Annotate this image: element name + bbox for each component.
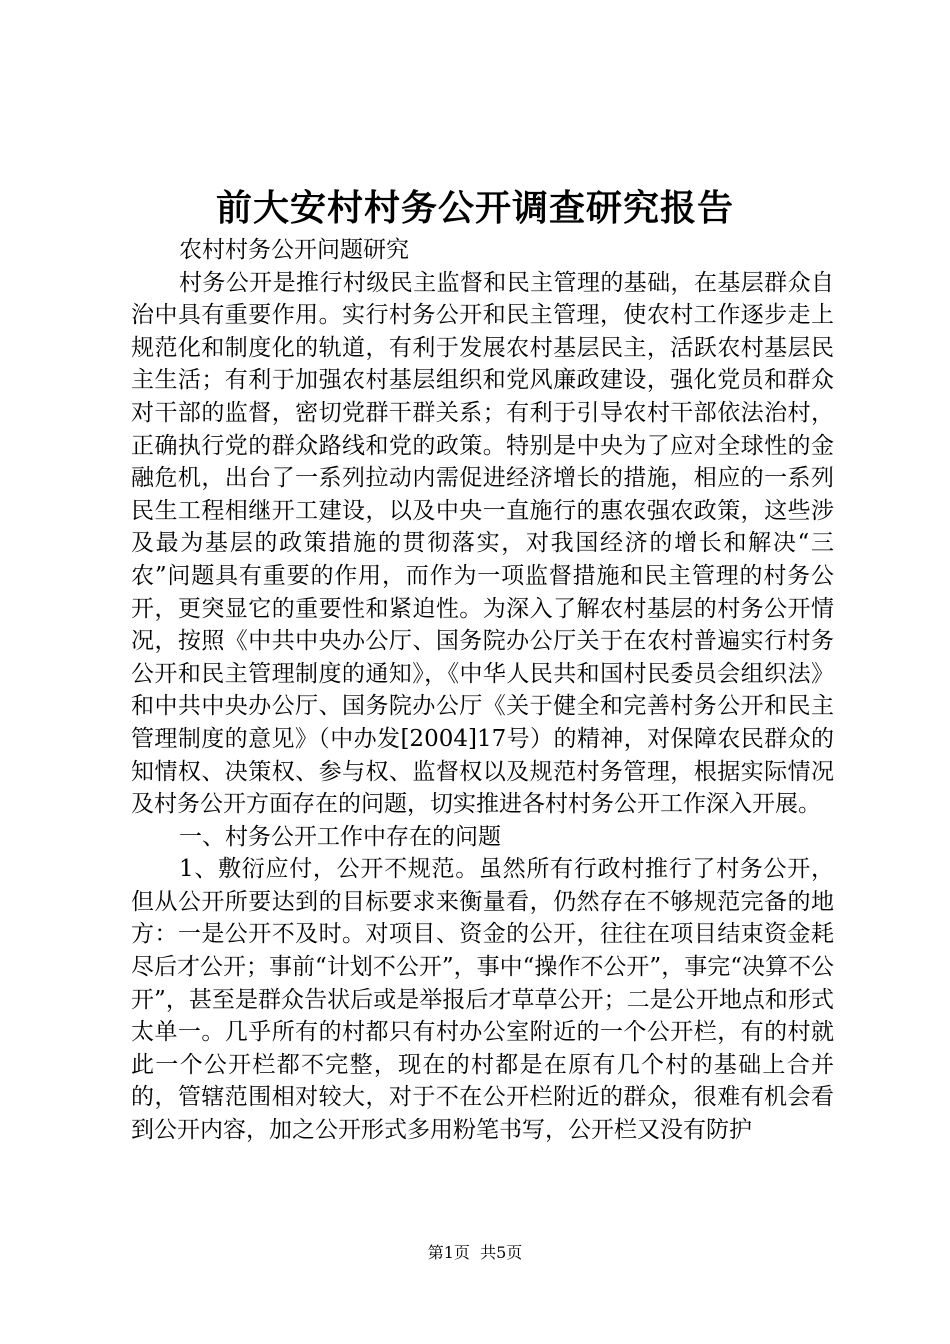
body-paragraph: 1、敷衍应付，公开不规范。虽然所有行政村推行了村务公开，但从公开所要达到的目标要求来衡量看，仍然存在不够规范完备的地方：一是公开不及时。对项目、资金的公开，往往在项目结束资金耗尽后才公开；事前“计划不公开”，事中“操作不公开”，事完“决算不公开”，甚至是群众告状后或是举报后才草草公开；二是公开地点和形式太单一。几乎所有的村都只有村办公室附近的一个公开栏，有的村就此一个公开栏都不完整，现在的村都是在原有几个村的基础上合并的，管辖范围相对较大，对于不在公开栏附近的群众，很难有机会看到公开内容，加之公开形式多用粉笔书写，公开栏又没有防护 [131, 856, 834, 1144]
document-title: 前大安村村务公开调查研究报告 [215, 187, 734, 229]
document-body [131, 234, 834, 1147]
document-subtitle: 农村村务公开问题研究 [179, 237, 409, 263]
body-paragraph: 村务公开是推行村级民主监督和民主管理的基础，在基层群众自治中具有重要作用。实行村务公开和民主管理，使农村工作逐步走上规范化和制度化的轨道，有利于发展农村基层民主，活跃农村基层民主生活；有利于加强农村基层组织和党风廉政建设，强化党员和群众对干部的监督，密切党群干群关系；有利于引导农村干部依法治村，正确执行党的群众路线和党的政策。特别是中央为了应对全球性的金融危机，出台了一系列拉动内需促进经济增长的措施，相应的一系列民生工程相继开工建设，以及中央一直施行的惠农强农政策，这些涉及最为基层的政策措施的贯彻落实，对我国经济的增长和解决“三农”问题具有重要的作用，而作为一项监督措施和民主管理的村务公开，更突显它的重要性和紧迫性。为深入了解农村基层的村务公开情况，按照《中共中央办公厅、国务院办公厅关于在农村普遍实行村务公开和民主管理制度的通知》，《中华人民共和国村民委员会组织法》和中共中央办公厅、国务院办公厅《关于健全和完善村务公开和民主管理制度的意见》（中办发[2004]17号）的精神，对保障农民群众的知情权、决策权、参与权、监督权以及规范村务管理，根据实际情况及村务公开方面存在的问题，切实推进各村村务公开工作深入开展。 [131, 269, 834, 818]
page-number-footer: 第1页 共5页 [427, 1243, 523, 1262]
section-heading: 一、村务公开工作中存在的问题 [179, 823, 501, 850]
